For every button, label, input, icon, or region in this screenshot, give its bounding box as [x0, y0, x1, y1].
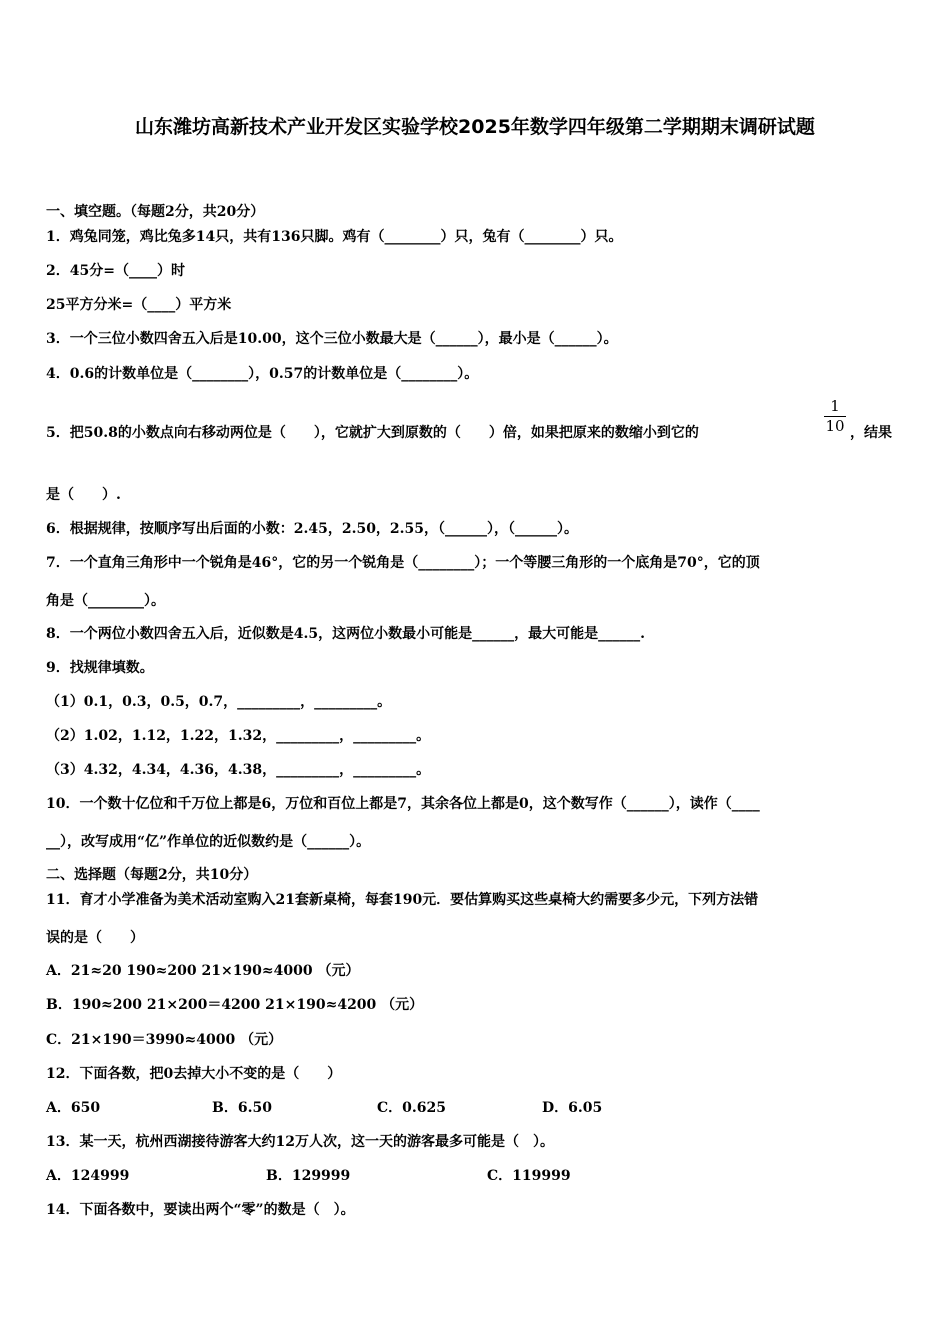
question-12-option-d: D．6.05 [542, 1100, 603, 1116]
question-11-option-c: C．21×190＝3990≈4000 （元） [46, 1032, 283, 1048]
question-6: 6．根据规律，按顺序写出后面的小数：2.45，2.50，2.55，（______），（______）。 [46, 521, 579, 537]
question-5-tail: ，结果 [850, 425, 892, 441]
page-title: 山东潍坊高新技术产业开发区实验学校2025年数学四年级第二学期期末调研试题 [135, 116, 815, 138]
question-10: 10．一个数十亿位和千万位上都是6，万位和百位上都是7，其余各位上都是0，这个数写作（______），读作（____ [46, 796, 760, 812]
question-4: 4．0.6的计数单位是（________），0.57的计数单位是（________）。 [46, 366, 479, 382]
question-10-continued: __），改写成用“亿”作单位的近似数约是（______）。 [46, 834, 371, 850]
question-7: 7．一个直角三角形中一个锐角是46°，它的另一个锐角是（________）；一个等腰三角形的一个底角是70°，它的顶 [46, 555, 760, 571]
question-12: 12．下面各数，把0去掉大小不变的是（ ） [46, 1066, 342, 1082]
fraction-denominator: 10 [825, 417, 845, 435]
question-13-option-b: B．129999 [266, 1168, 351, 1184]
question-1: 1．鸡兔同笼，鸡比兔多14只，共有136只脚。鸡有（________）只，兔有（________）只。 [46, 229, 623, 245]
question-11: 11．育才小学准备为美术活动室购入21套新桌椅，每套190元．要估算购买这些桌椅大约需要多少元，下列方法错 [46, 892, 759, 908]
section-fill-heading: 一、填空题。（每题2分，共20分） [46, 204, 265, 220]
question-11-continued: 误的是（ ） [46, 930, 144, 946]
question-13-option-a: A．124999 [46, 1168, 130, 1184]
question-9: 9．找规律填数。 [46, 660, 154, 676]
question-12-option-b: B．6.50 [212, 1100, 272, 1116]
question-14: 14．下面各数中，要读出两个“零”的数是（ ）。 [46, 1202, 355, 1218]
question-5: 5．把50.8的小数点向右移动两位是（ ），它就扩大到原数的（ ）倍，如果把原来的数缩小到它的 [46, 425, 699, 441]
section-choice-heading: 二、选择题（每题2分，共10分） [46, 867, 258, 883]
question-13-option-c: C．119999 [487, 1168, 571, 1184]
question-11-option-b: B．190≈200 21×200＝4200 21×190≈4200 （元） [46, 997, 424, 1013]
question-11-option-a: A．21≈20 190≈200 21×190≈4000 （元） [46, 963, 360, 979]
question-2-part-b: 25平方分米=（____）平方米 [46, 297, 232, 313]
fraction-numerator: 1 [830, 397, 840, 415]
question-8: 8．一个两位小数四舍五入后，近似数是4.5，这两位小数最小可能是______，最大可能是______. [46, 626, 645, 642]
question-13: 13．某一天，杭州西湖接待游客大约12万人次，这一天的游客最多可能是（ ）。 [46, 1134, 554, 1150]
question-9-part-3: （3）4.32，4.34，4.36，4.38，_________，_________。 [46, 762, 431, 778]
question-12-option-c: C．0.625 [377, 1100, 446, 1116]
question-7-continued: 角是（________）。 [46, 593, 165, 609]
question-3: 3．一个三位小数四舍五入后是10.00，这个三位小数最大是（______），最小是（______）。 [46, 331, 618, 347]
question-2: 2．45分=（____）时 [46, 263, 185, 279]
question-12-option-a: A．650 [46, 1100, 101, 1116]
question-9-part-1: （1）0.1，0.3，0.5，0.7，_________，_________。 [46, 694, 392, 710]
question-9-part-2: （2）1.02，1.12，1.22，1.32，_________，_________。 [46, 728, 431, 744]
question-5-continued: 是（ ）. [46, 487, 121, 503]
fraction-one-tenth [824, 398, 846, 435]
